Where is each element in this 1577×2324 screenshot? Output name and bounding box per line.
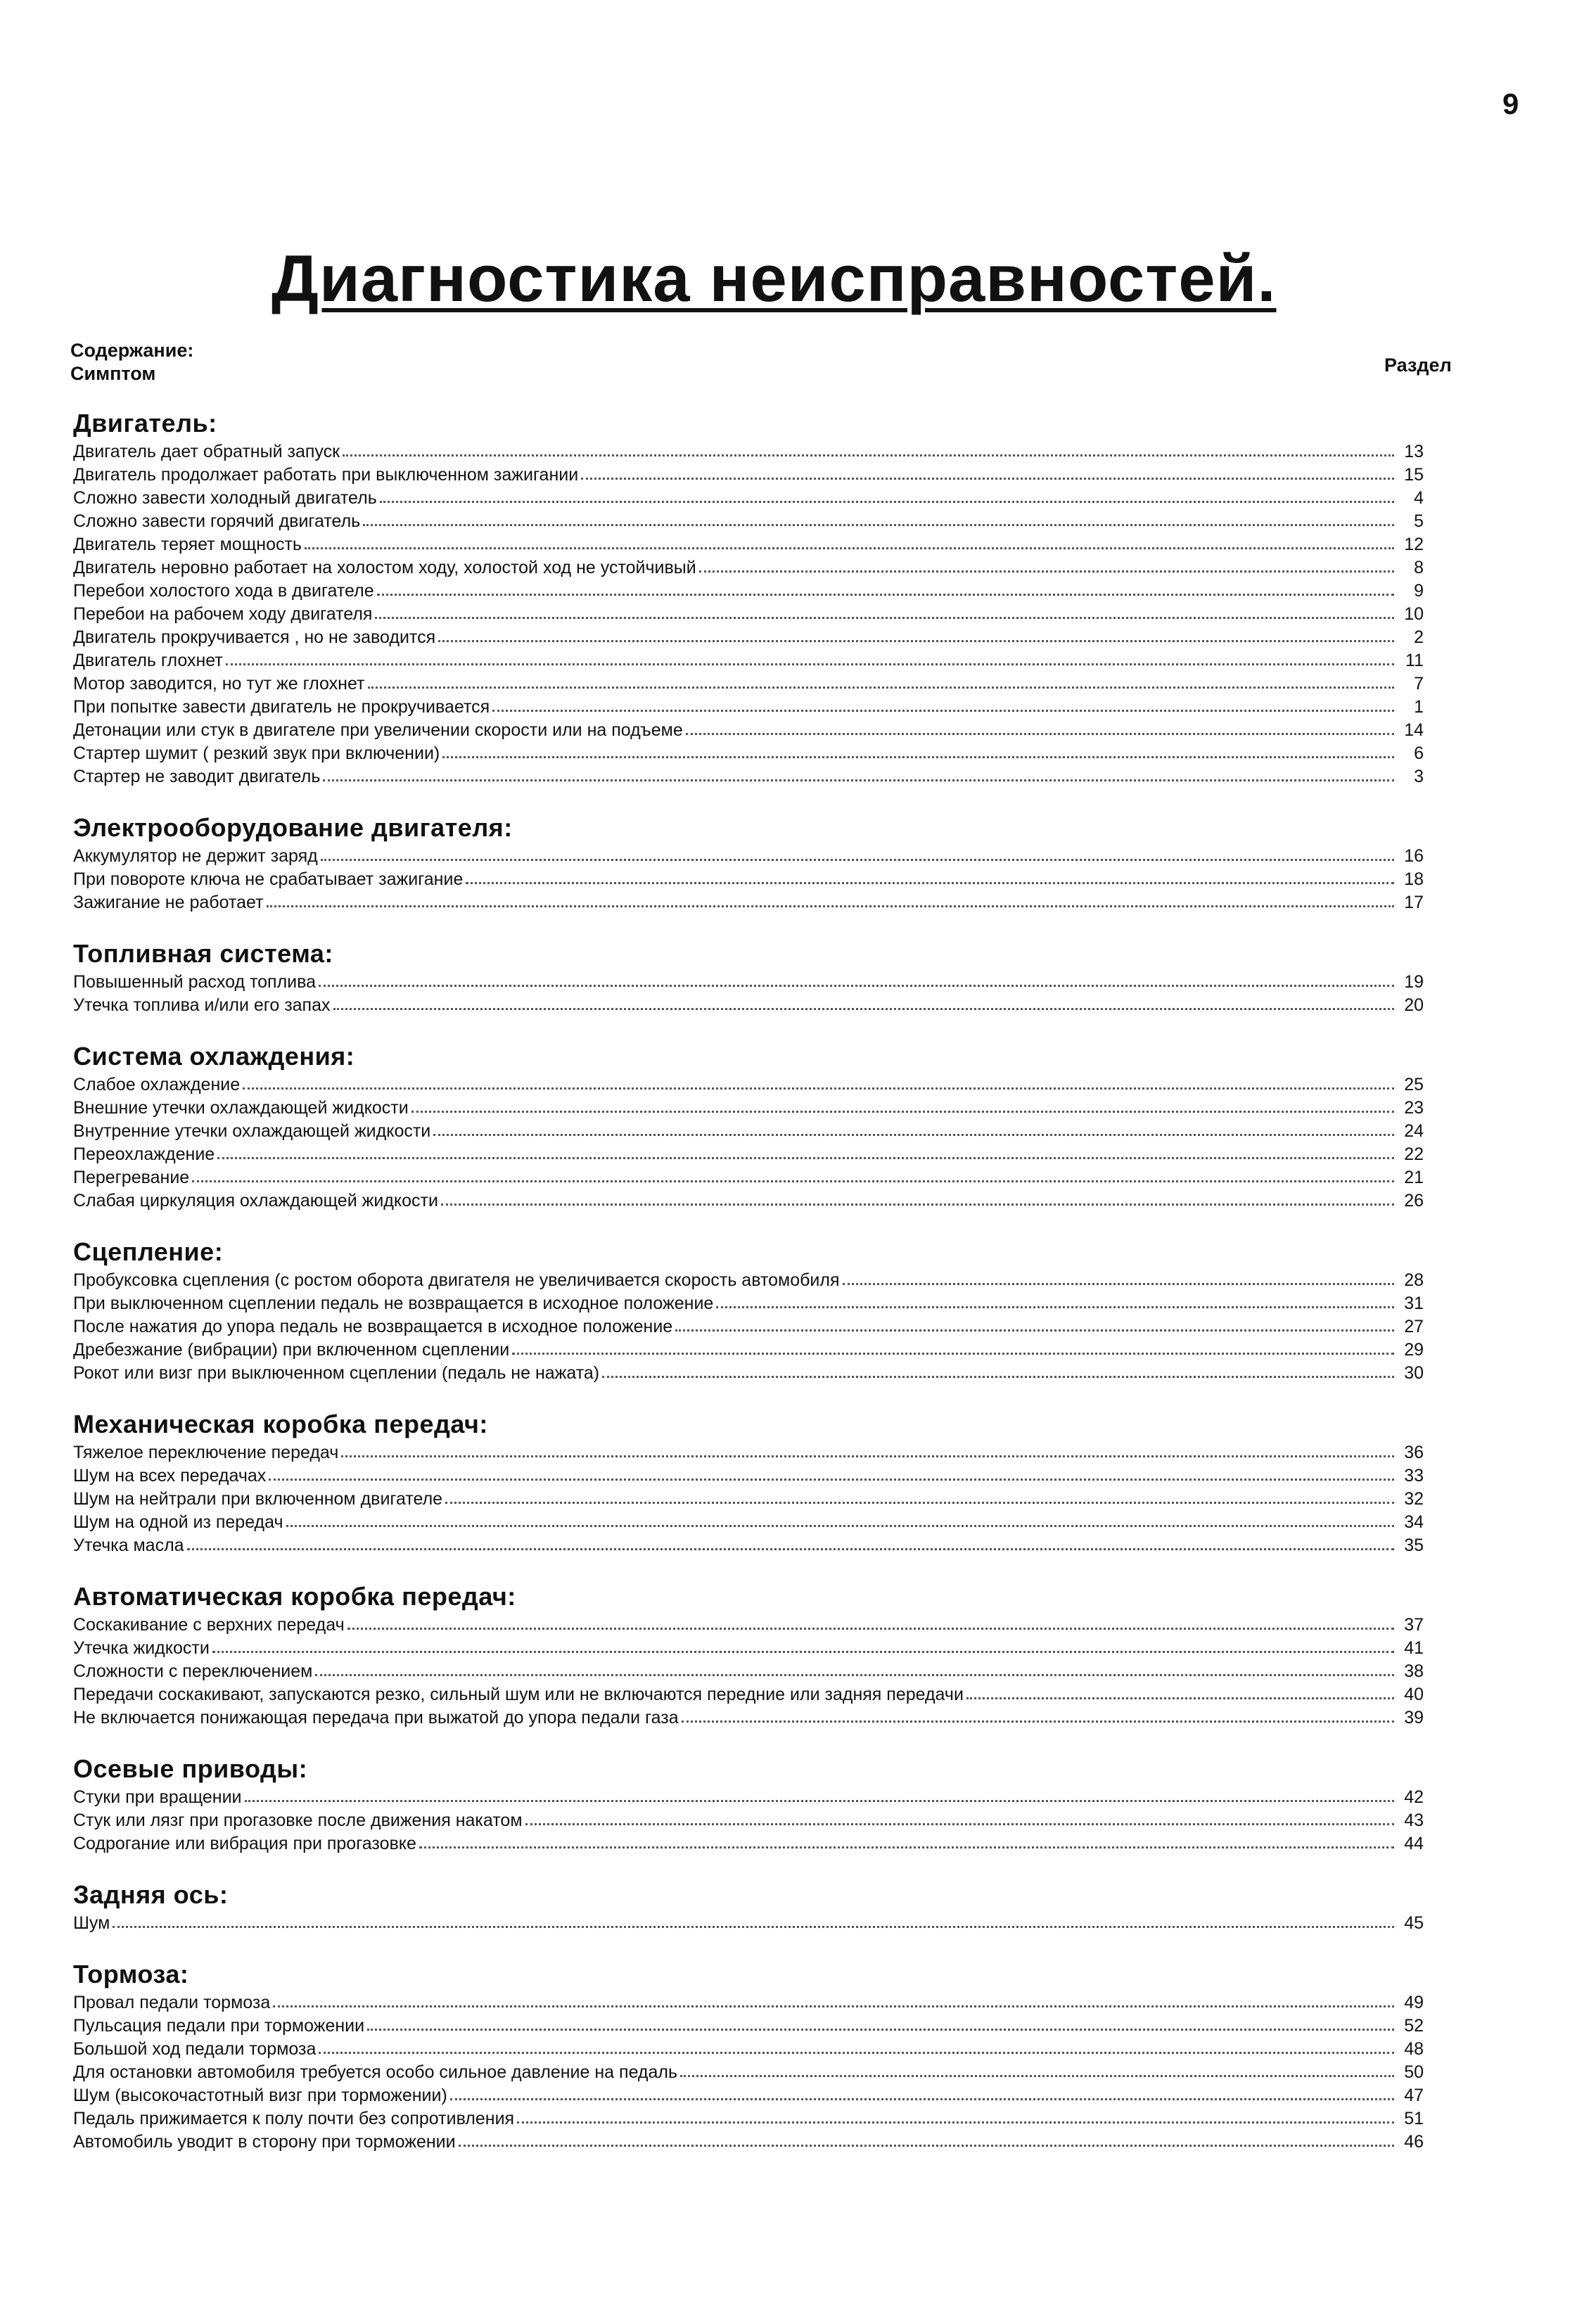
toc-entry [73, 1188, 1424, 1211]
dot-leader [343, 454, 1394, 456]
toc-entry [73, 2083, 1424, 2106]
section-number: 40 [1404, 1685, 1424, 1704]
symptom-text: Аккумулятор не держит заряд [73, 846, 318, 866]
symptom-text: Двигатель дает обратный запуск [73, 442, 340, 461]
symptom-text: Перебои на рабочем ходу двигателя [73, 604, 373, 624]
toc-entry [73, 601, 1424, 625]
symptom-text: Мотор заводится, но тут же глохнет [73, 674, 365, 694]
section-number: 48 [1404, 2039, 1424, 2059]
dot-leader [319, 985, 1394, 987]
toc-entry [73, 890, 1424, 913]
symptom-text: Перебои холостого хода в двигателе [73, 581, 374, 601]
toc-entry [73, 1268, 1424, 1291]
dot-leader [217, 1157, 1394, 1159]
symptom-text: Тяжелое переключение передач [73, 1443, 339, 1462]
toc-entry [73, 1612, 1424, 1635]
section-number: 24 [1404, 1121, 1424, 1141]
toc-entry [73, 1509, 1424, 1533]
toc-entry [73, 1635, 1424, 1659]
toc-entry [73, 1337, 1424, 1360]
dot-leader [581, 478, 1394, 480]
symptom-text: Повышенный расход топлива [73, 972, 317, 992]
dot-leader [363, 524, 1394, 526]
toc-entry [73, 741, 1424, 764]
symptom-text: Двигатель глохнет [73, 651, 223, 670]
dot-leader [699, 570, 1394, 573]
toc-entry [73, 1095, 1424, 1118]
dot-leader [226, 663, 1394, 665]
section-number: 9 [1414, 581, 1424, 601]
toc-entry [73, 1314, 1424, 1337]
section-number: 47 [1404, 2086, 1424, 2105]
dot-leader [367, 2029, 1394, 2031]
section-number: 12 [1404, 535, 1424, 554]
dot-leader [517, 2121, 1394, 2124]
toc-entry [73, 555, 1424, 578]
section-number: 19 [1404, 972, 1424, 992]
dot-leader [368, 687, 1394, 689]
symptom-text: Пульсация педали при торможении [73, 2016, 365, 2036]
section-number: 43 [1404, 1811, 1424, 1830]
symptom-text: При выключенном сцеплении педаль не возвращается в исходное положение [73, 1294, 714, 1313]
section-column-label: Раздел [1384, 355, 1452, 376]
toc-section [73, 1238, 1424, 1384]
toc-entry [73, 1360, 1424, 1384]
dot-leader [686, 733, 1394, 735]
symptom-text: Внутренние утечки охлаждающей жидкости [73, 1121, 431, 1141]
section-number: 45 [1404, 1913, 1424, 1933]
section-number: 11 [1405, 651, 1424, 670]
symptom-text: Слабое охлаждение [73, 1075, 241, 1094]
toc-entry [73, 1486, 1424, 1509]
symptom-text: Содрогание или вибрация при прогазовке [73, 1834, 416, 1853]
section-heading: Задняя ось: [73, 1880, 229, 1909]
dot-leader [269, 1479, 1394, 1481]
symptom-text: Двигатель неровно работает на холостом ходу, холостой ход не устойчивый [73, 558, 696, 577]
section-number: 41 [1404, 1638, 1424, 1658]
section-heading: Тормоза: [73, 1960, 189, 1988]
section-number: 5 [1414, 511, 1424, 531]
section-number: 52 [1404, 2016, 1424, 2036]
symptom-text: Большой ход педали тормоза [73, 2039, 317, 2059]
section-number: 49 [1404, 1993, 1424, 2012]
toc-section [73, 409, 1424, 787]
toc-entry [73, 625, 1424, 648]
toc-section [73, 1960, 1424, 2152]
dot-leader [843, 1283, 1394, 1285]
dot-leader [602, 1376, 1394, 1378]
toc-entry [73, 648, 1424, 671]
dot-leader [321, 859, 1394, 861]
toc-entry [73, 532, 1424, 555]
toc-section [73, 940, 1424, 1016]
dot-leader [716, 1306, 1394, 1308]
symptom-text: Утечка жидкости [73, 1638, 210, 1658]
toc-entry [73, 2013, 1424, 2036]
symptom-text: Переохлаждение [73, 1144, 215, 1164]
toc-entry [73, 1118, 1424, 1142]
section-number: 51 [1404, 2109, 1424, 2128]
toc-entry [73, 509, 1424, 532]
symptom-text: Не включается понижающая передача при выжатой до упора педали газа [73, 1708, 679, 1728]
section-heading: Двигатель: [73, 409, 217, 438]
dot-leader [438, 640, 1394, 642]
section-number: 34 [1404, 1512, 1424, 1532]
dot-leader [682, 1720, 1394, 1723]
toc-entry [73, 1659, 1424, 1682]
dot-leader [442, 756, 1394, 758]
section-number: 46 [1404, 2132, 1424, 2152]
symptom-text: Двигатель прокручивается , но не заводится [73, 627, 436, 647]
section-heading: Топливная система: [73, 939, 333, 968]
section-number: 39 [1404, 1708, 1424, 1728]
toc-entry [73, 1165, 1424, 1188]
dot-leader [286, 1525, 1394, 1527]
section-number: 36 [1404, 1443, 1424, 1462]
dot-leader [375, 617, 1394, 619]
table-of-contents [73, 409, 1424, 2179]
toc-entry [73, 843, 1424, 867]
toc-entry [73, 2036, 1424, 2060]
symptom-text: Перегревание [73, 1168, 190, 1187]
symptom-text: Рокот или визг при выключенном сцеплении (педаль не нажата) [73, 1363, 600, 1383]
section-number: 15 [1404, 465, 1424, 485]
symptom-text: Стартер не заводит двигатель [73, 767, 321, 786]
symptom-text: Автомобиль уводит в сторону при торможении [73, 2132, 456, 2152]
section-number: 2 [1414, 627, 1424, 647]
section-number: 8 [1414, 558, 1424, 577]
symptom-text: Утечка топлива и/или его запах [73, 995, 331, 1015]
symptom-text: Пробуксовка сцепления (с ростом оборота двигателя не увеличивается скорость автомобиля [73, 1270, 840, 1290]
toc-entry [73, 2129, 1424, 2152]
toc-entry [73, 1990, 1424, 2013]
dot-leader [459, 2145, 1394, 2147]
toc-section [73, 1410, 1424, 1556]
toc-entry [73, 1072, 1424, 1095]
section-number: 21 [1404, 1168, 1424, 1187]
dot-leader [377, 594, 1394, 596]
toc-entry [73, 671, 1424, 694]
section-number: 44 [1404, 1834, 1424, 1853]
section-number: 42 [1404, 1787, 1424, 1807]
dot-leader [675, 1329, 1394, 1332]
symptom-text: Для остановки автомобиля требуется особо сильное давление на педаль [73, 2062, 678, 2082]
symptom-text: Шум на всех передачах [73, 1466, 267, 1486]
toc-entry [73, 1291, 1424, 1314]
dot-leader [113, 1926, 1394, 1928]
symptom-column-label: Симптом [70, 363, 156, 384]
toc-entry [73, 1831, 1424, 1854]
dot-leader [319, 2052, 1394, 2054]
section-number: 37 [1404, 1615, 1424, 1635]
section-number: 14 [1404, 720, 1424, 740]
dot-leader [466, 882, 1394, 884]
toc-entry [73, 578, 1424, 601]
page-title: Диагностика неисправностей. [272, 241, 1277, 315]
section-number: 25 [1404, 1075, 1424, 1094]
dot-leader [245, 1800, 1394, 1802]
symptom-text: Педаль прижимается к полу почти без сопротивления [73, 2109, 515, 2128]
symptom-text: Шум [73, 1913, 110, 1933]
section-heading: Сцепление: [73, 1237, 224, 1266]
toc-entry [73, 694, 1424, 717]
symptom-text: Стук или лязг при прогазовке после движения накатом [73, 1811, 523, 1830]
section-number: 38 [1404, 1661, 1424, 1681]
section-number: 10 [1404, 604, 1424, 624]
section-heading: Автоматическая коробка передач: [73, 1582, 516, 1611]
toc-entry [73, 485, 1424, 509]
toc-entry [73, 1463, 1424, 1486]
symptom-text: Сложно завести горячий двигатель [73, 511, 361, 531]
section-heading: Система охлаждения: [73, 1042, 355, 1071]
symptom-text: Сложности с переключением [73, 1661, 313, 1681]
section-number: 28 [1404, 1270, 1424, 1290]
toc-section [73, 1881, 1424, 1934]
toc-entry [73, 1808, 1424, 1831]
section-number: 13 [1404, 442, 1424, 461]
symptom-text: Передачи соскакивают, запускаются резко, сильный шум или не включаются передние или задняя передачи [73, 1685, 964, 1704]
dot-leader [347, 1628, 1394, 1630]
section-number: 6 [1414, 743, 1424, 763]
dot-leader [445, 1502, 1394, 1504]
symptom-text: Соскакивание с верхних передач [73, 1615, 345, 1635]
symptom-text: Зажигание не работает [73, 893, 264, 912]
toc-entry [73, 462, 1424, 485]
section-number: 4 [1414, 488, 1424, 508]
section-number: 17 [1404, 893, 1424, 912]
section-number: 33 [1404, 1466, 1424, 1486]
toc-entry [73, 717, 1424, 741]
symptom-text: Утечка масла [73, 1536, 184, 1555]
symptom-text: Двигатель продолжает работать при выключенном зажигании [73, 465, 579, 485]
toc-entry [73, 1142, 1424, 1165]
symptom-text: После нажатия до упора педаль не возвращается в исходное положение [73, 1317, 673, 1336]
section-number: 27 [1404, 1317, 1424, 1336]
symptom-text: Шум (высокочастотный визг при торможении) [73, 2086, 447, 2105]
symptom-text: Дребезжание (вибрации) при включенном сцеплении [73, 1340, 510, 1360]
symptom-text: При попытке завести двигатель не прокручивается [73, 697, 490, 717]
symptom-text: Детонации или стук в двигателе при увеличении скорости или на подъеме [73, 720, 683, 740]
dot-leader [192, 1180, 1394, 1182]
symptom-text: При повороте ключа не срабатывает зажигание [73, 869, 464, 889]
dot-leader [450, 2098, 1394, 2100]
symptom-text: Двигатель теряет мощность [73, 535, 302, 554]
section-number: 26 [1404, 1191, 1424, 1211]
section-number: 7 [1414, 674, 1424, 694]
section-number: 3 [1414, 767, 1424, 786]
dot-leader [380, 501, 1394, 503]
symptom-text: Стартер шумит ( резкий звук при включении) [73, 743, 440, 763]
dot-leader [187, 1548, 1394, 1550]
dot-leader [267, 905, 1394, 907]
toc-section [73, 1755, 1424, 1854]
dot-leader [680, 2075, 1394, 2077]
symptom-text: Стуки при вращении [73, 1787, 242, 1807]
dot-leader [323, 779, 1394, 781]
section-number: 18 [1404, 869, 1424, 889]
dot-leader [212, 1651, 1394, 1653]
toc-entry [73, 1705, 1424, 1728]
section-heading: Электрооборудование двигателя: [73, 813, 513, 842]
toc-entry [73, 969, 1424, 992]
toc-entry [73, 867, 1424, 890]
symptom-text: Слабая циркуляция охлаждающей жидкости [73, 1191, 438, 1211]
dot-leader [341, 1455, 1394, 1457]
dot-leader [411, 1111, 1394, 1113]
toc-entry [73, 1682, 1424, 1705]
toc-entry [73, 1784, 1424, 1808]
toc-entry [73, 2106, 1424, 2129]
symptom-text: Шум на одной из передач [73, 1512, 283, 1532]
symptom-text: Шум на нейтрали при включенном двигателе [73, 1489, 443, 1509]
section-number: 50 [1404, 2062, 1424, 2082]
toc-entry [73, 439, 1424, 462]
dot-leader [525, 1823, 1394, 1825]
symptom-text: Сложно завести холодный двигатель [73, 488, 377, 508]
toc-entry [73, 992, 1424, 1016]
section-heading: Осевые приводы: [73, 1754, 308, 1783]
dot-leader [243, 1087, 1394, 1090]
section-number: 20 [1404, 995, 1424, 1015]
toc-entry [73, 1440, 1424, 1463]
dot-leader [273, 2005, 1394, 2007]
toc-entry [73, 764, 1424, 787]
dot-leader [966, 1697, 1394, 1699]
toc-entry [73, 2060, 1424, 2083]
section-number: 29 [1404, 1340, 1424, 1360]
section-number: 32 [1404, 1489, 1424, 1509]
toc-section [73, 814, 1424, 913]
section-number: 16 [1404, 846, 1424, 866]
toc-entry [73, 1533, 1424, 1556]
toc-entry [73, 1910, 1424, 1934]
dot-leader [441, 1204, 1394, 1206]
toc-section [73, 1583, 1424, 1728]
section-number: 31 [1404, 1294, 1424, 1313]
section-number: 22 [1404, 1144, 1424, 1164]
section-number: 23 [1404, 1098, 1424, 1118]
dot-leader [315, 1674, 1394, 1676]
section-number: 1 [1414, 697, 1424, 717]
dot-leader [433, 1134, 1394, 1136]
contents-label: Содержание: [70, 340, 194, 361]
symptom-text: Внешние утечки охлаждающей жидкости [73, 1098, 409, 1118]
section-number: 35 [1404, 1536, 1424, 1555]
symptom-text: Провал педали тормоза [73, 1993, 271, 2012]
dot-leader [305, 547, 1394, 549]
section-number: 30 [1404, 1363, 1424, 1383]
dot-leader [492, 710, 1394, 712]
section-heading: Механическая коробка передач: [73, 1410, 488, 1438]
dot-leader [512, 1353, 1394, 1355]
dot-leader [419, 1846, 1394, 1849]
toc-section [73, 1042, 1424, 1211]
page-number: 9 [1502, 87, 1519, 120]
dot-leader [333, 1008, 1394, 1010]
